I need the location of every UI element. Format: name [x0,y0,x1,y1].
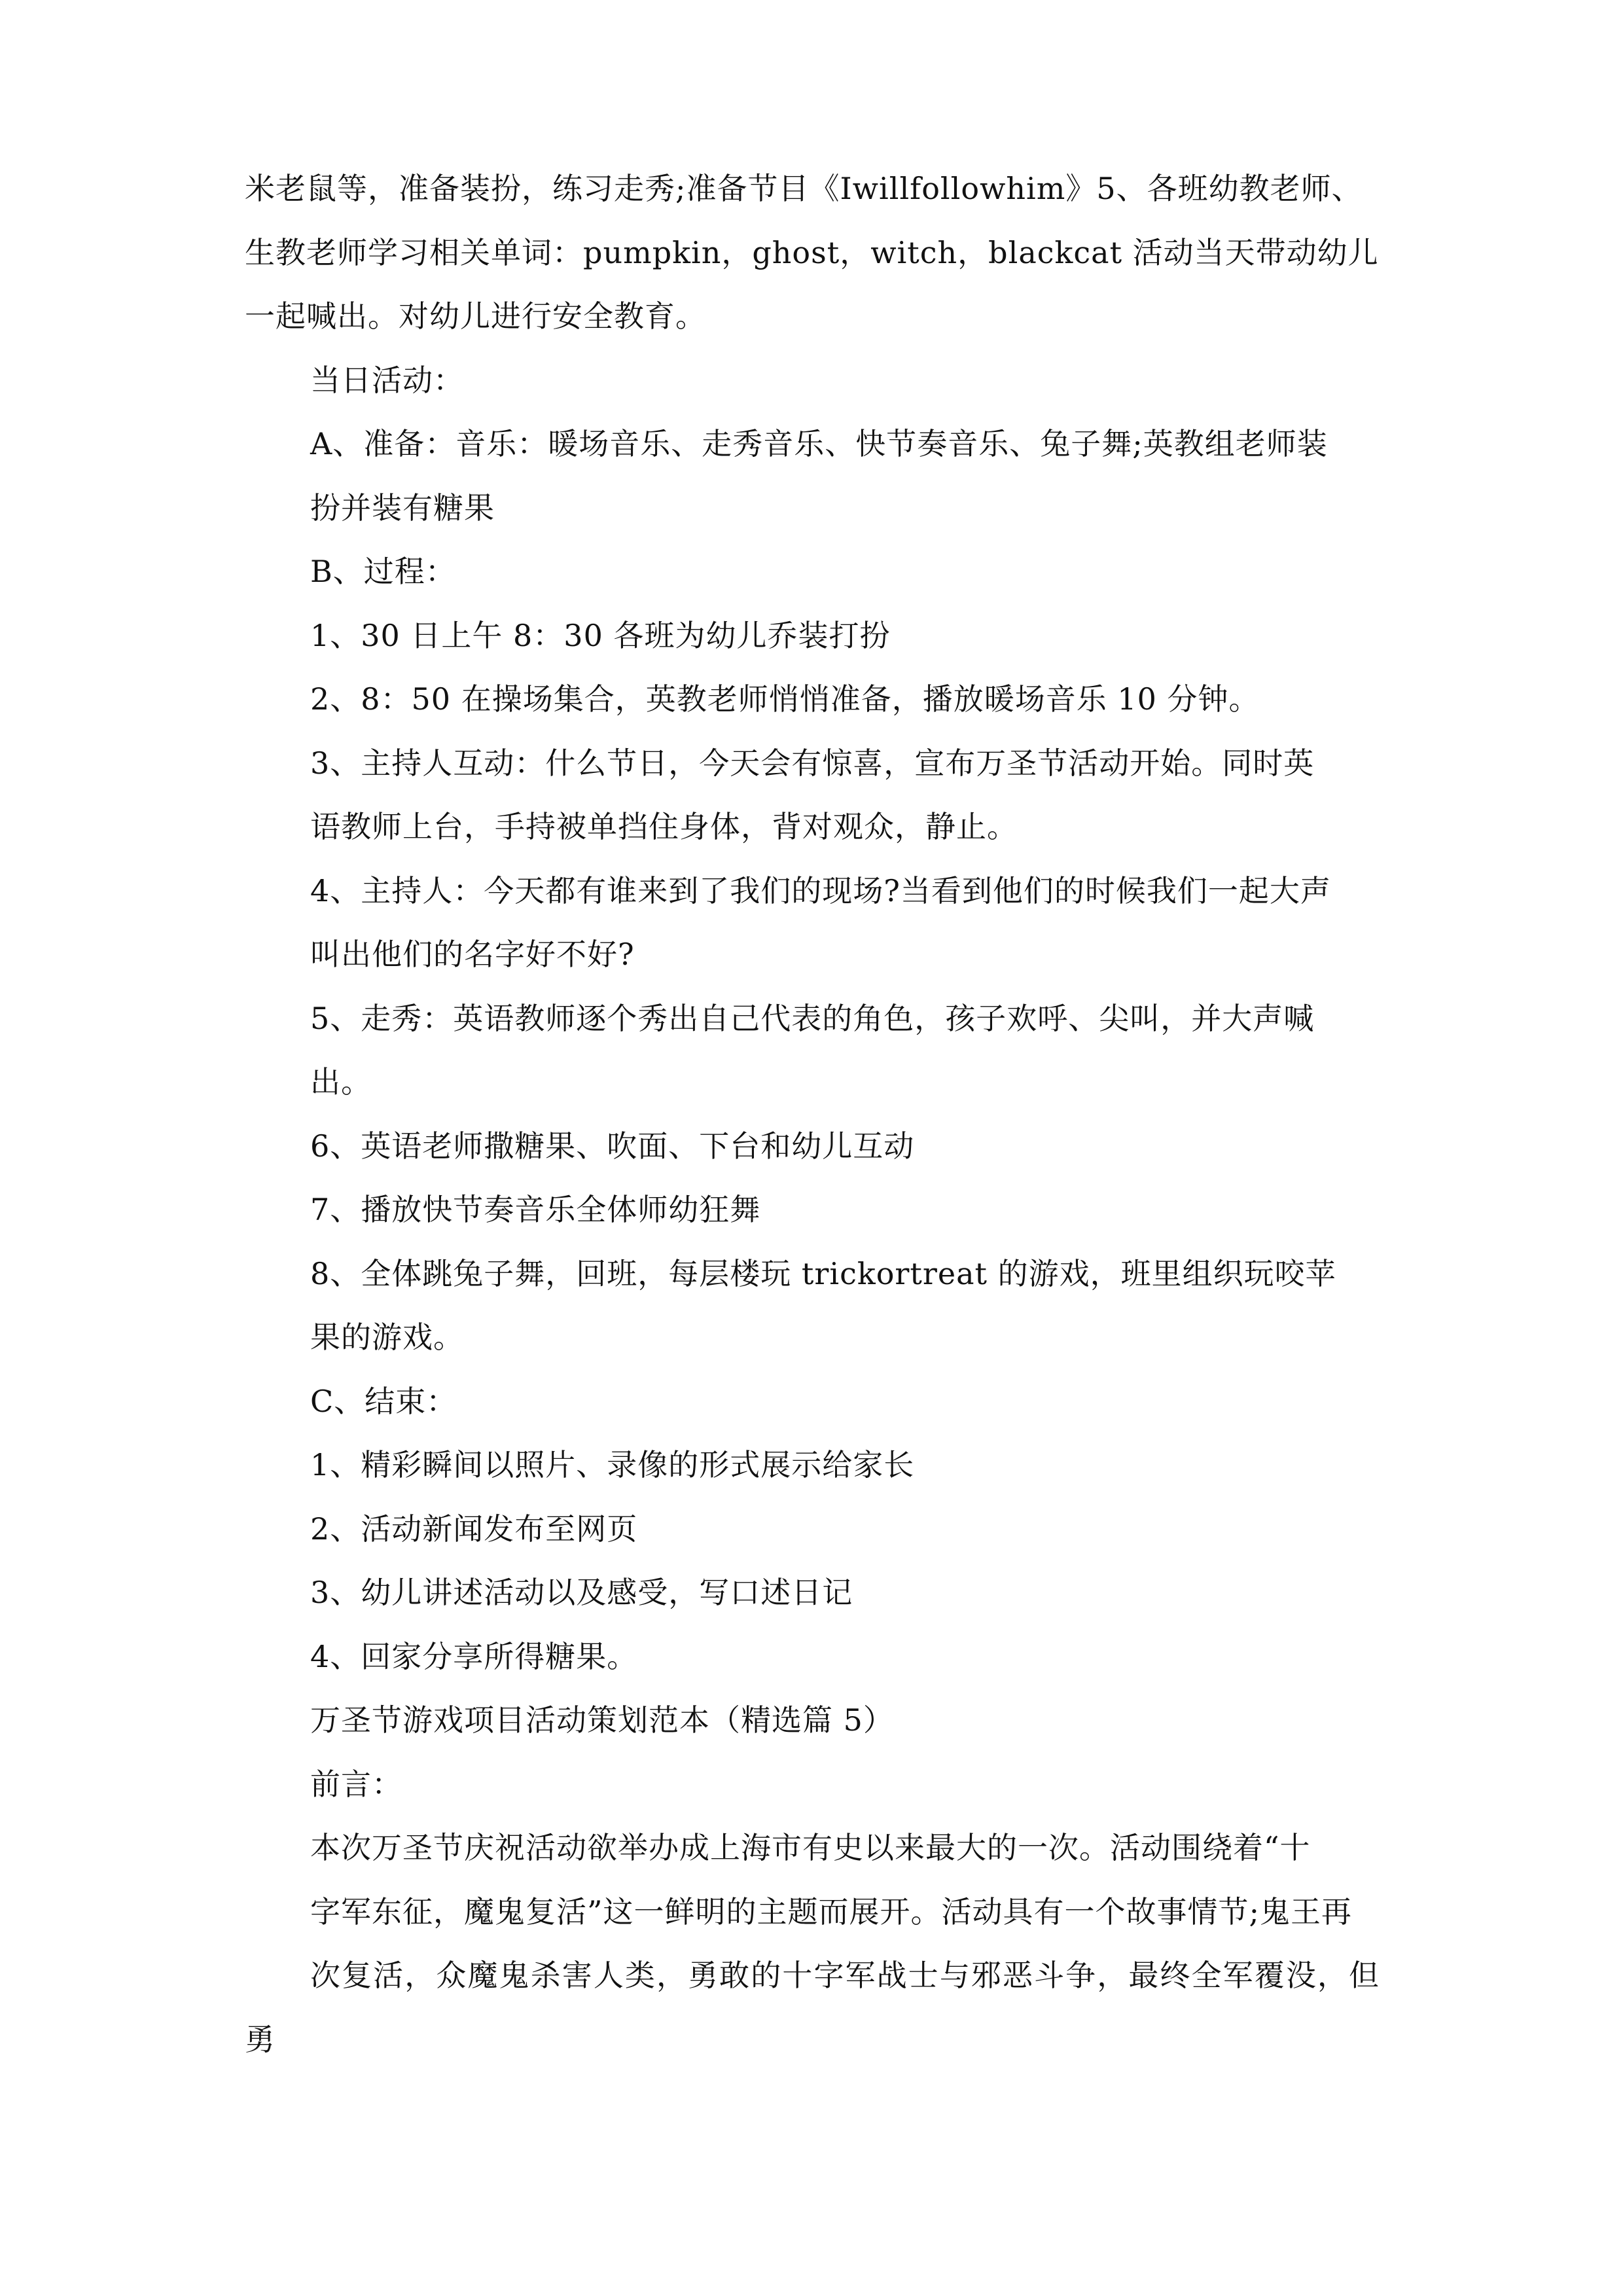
paragraph [245,1689,1380,1753]
paragraph [245,1753,1380,1817]
text-line: 当日活动： [310,362,464,398]
text-line: 出。 [310,1064,372,1100]
text-line: 3、幼儿讲述活动以及感受，写口述日记 [310,1575,853,1610]
text-line: 一起喊出。对幼儿进行安全教育。 [245,298,706,334]
text-line: 果的游戏。 [310,1319,464,1355]
text-line: 2、8：50 在操场集合，英教老师悄悄准备，播放暖场音乐 10 分钟。 [310,681,1260,717]
paragraph [245,604,1380,668]
paragraph [245,540,1380,604]
paragraph [245,1370,1380,1434]
text-line: 扮并装有糖果 [310,490,495,526]
paragraph [245,1178,1380,1242]
paragraph [245,987,1380,1115]
text-line: 5、走秀：英语教师逐个秀出自己代表的角色，孩子欢呼、尖叫，并大声喊 [310,1000,1315,1036]
paragraph [245,732,1380,859]
paragraph [245,668,1380,732]
text-line: C、结束： [310,1383,457,1419]
paragraph [245,1625,1380,1689]
paragraph [245,1433,1380,1498]
text-line: 前言： [310,1766,402,1802]
text-line: 3、主持人互动：什么节日，今天会有惊喜，宣布万圣节活动开始。同时英 [310,745,1315,781]
paragraph [245,412,1380,540]
paragraph [245,859,1380,987]
text-line: 米老鼠等，准备装扮，练习走秀;准备节目《Iwillfollowhim》5、各班幼教老师、 [245,171,1363,206]
text-line: B、过程： [310,554,456,589]
text-line: 4、回家分享所得糖果。 [310,1638,638,1674]
paragraph [245,1242,1380,1370]
text-line: 字军东征，魔鬼复活”这一鲜明的主题而展开。活动具有一个故事情节;鬼王再 [310,1893,1353,1929]
text-line: 8、全体跳兔子舞，回班，每层楼玩 trickortreat 的游戏，班里组织玩咬苹 [310,1255,1336,1291]
text-line: 4、主持人：今天都有谁来到了我们的现场?当看到他们的时候我们一起大声 [310,872,1331,908]
text-line: 生教老师学习相关单词：pumpkin，ghost，witch，blackcat 活动当天带动幼儿 [245,234,1379,270]
text-line: 万圣节游戏项目活动策划范本（精选篇 5） [310,1702,894,1738]
text-line: 语教师上台，手持被单挡住身体，背对观众，静止。 [310,809,1018,844]
paragraph [245,1498,1380,1562]
paragraph [245,349,1380,413]
paragraph [245,1561,1380,1625]
text-line: 1、精彩瞬间以照片、录像的形式展示给家长 [310,1447,915,1482]
text-line: 本次万圣节庆祝活动欲举办成上海市有史以来最大的一次。活动围绕着“十 [310,1830,1311,1865]
paragraph [245,157,1380,349]
text-line: 7、播放快节奏音乐全体师幼狂舞 [310,1192,761,1227]
text-line: 叫出他们的名字好不好? [310,937,635,972]
text-line: 6、英语老师撒糖果、吹面、下台和幼儿互动 [310,1128,915,1164]
text-line: A、准备：音乐：暖场音乐、走秀音乐、快节奏音乐、兔子舞;英教组老师装 [310,426,1328,461]
text-line: 次复活，众魔鬼杀害人类，勇敢的十字军战士与邪恶斗争，最终全军覆没，但勇 [245,1958,1380,2057]
text-line: 1、30 日上午 8：30 各班为幼儿乔装打扮 [310,617,891,653]
paragraph [245,1816,1380,2072]
text-line: 2、活动新闻发布至网页 [310,1511,638,1547]
document-body [245,157,1380,2072]
paragraph [245,1115,1380,1179]
